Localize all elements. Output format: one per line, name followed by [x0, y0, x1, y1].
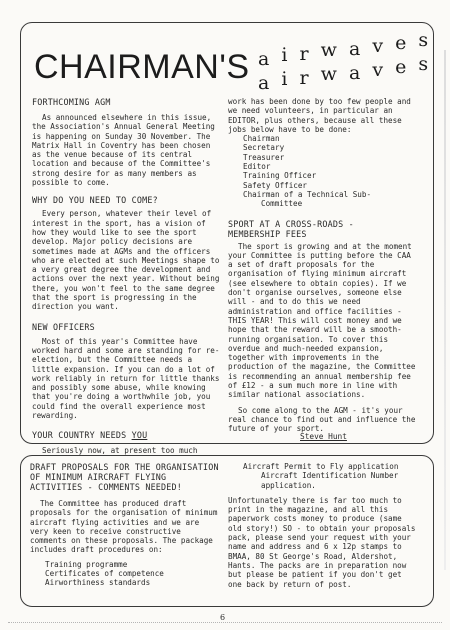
needs-heading — [32, 430, 220, 440]
fees-heading-line-1: SPORT AT A CROSS-ROADS - — [228, 218, 354, 229]
airwaves-letter: r — [299, 67, 312, 89]
list-item: Certificates of competence — [45, 569, 164, 579]
draft-body: The Committee has produced draft proposals for the organisation of minimum aircraft flying activities and we are very keen to receive constructive comments on these proposals. The package includes draft procedures on: — [30, 499, 218, 555]
officers-body: Most of this year's Committee have worked hard and some are standing for re-election, but the Committee needs a little expansion. If you can do a lot of work reliably in return for little thanks and possibly some abuse, while knowing that you're doing a worthwhile job, you could find the overall experience most rewarding. — [32, 336, 220, 421]
needs-heading-prefix: YOUR COUNTRY NEEDS — [32, 430, 132, 441]
agm-body: As announced elsewhere in this issue, the Association's Annual General Meeting is happening on Sunday 30 November. The Matrix Hall in Coventry has been chosen as the venue because of its central location and because of the Committee's strong desire for as many members as possible to come. — [32, 113, 215, 188]
list-item: Chairman — [243, 134, 280, 144]
airwaves-letter: i — [281, 44, 291, 66]
airwaves-letter: i — [281, 68, 291, 90]
airwaves-letter: r — [299, 43, 312, 65]
draft-left-column — [30, 462, 222, 588]
page-number: 6 — [220, 613, 226, 622]
airwaves-letter: e — [395, 32, 410, 54]
right-column — [228, 97, 418, 434]
draft-right-column — [228, 462, 420, 589]
list-item: Safety Officer — [243, 180, 308, 190]
airwaves-letter: a — [348, 38, 364, 60]
officers-heading: NEW OFFICERS — [32, 321, 95, 332]
closing-body: So come along to the AGM - it's your real chance to find out and influence the future of your sport. — [228, 405, 416, 434]
fees-heading-line-2: MEMBERSHIP FEES — [228, 228, 307, 239]
page-edge-line — [8, 622, 442, 623]
airwaves-letter: a — [258, 48, 273, 70]
list-item: Training programme — [45, 559, 128, 569]
airwaves-wordmark-bottom — [258, 53, 432, 94]
airwaves-letter: v — [372, 35, 387, 57]
airwaves-letter: a — [348, 62, 364, 84]
list-item: Secretary — [243, 143, 285, 153]
airwaves-letter: w — [320, 63, 340, 85]
airwaves-letter: w — [320, 39, 340, 61]
fees-body: The sport is growing and at the moment your Committee is putting before the CAA a set of draft proposals for the organisation of flying minimum aircraft (see elsewhere to obtain copies). If we don't organise ourselves, someone else will - and to do this we need administration and office facilities - THIS YEAR! This will cost money and we hope that the reward will be a smooth-running organisation. To cover this overdue and much-needed expansion, together with improvements in the production of the magazine, the Committee is recommending an annual membership fee of £12 - a sum much more in line with similar national associations. — [228, 241, 416, 400]
agm-heading: FORTHCOMING AGM — [32, 97, 111, 107]
airwaves-wordmark-top — [258, 29, 432, 70]
draft-closing: Unfortunately there is far too much to print in the magazine, and all this paperwork costs money to produce (same old story!) SO - to obtain your proposals pack, please send your request with your name and address and 6 x 12p stamps to BMAA, 80 St George's Road, Aldershot, Hants. The packs are in preparation now but please be patient if you don't get one back by return of post. — [228, 495, 416, 589]
page-edge-shadow — [444, 50, 446, 570]
list-item: Training Officer — [243, 171, 317, 181]
why-body: Every person, whatever their level of interest in the sport, has a vision of how they would like to see the sport develop. Major policy decisions are sometimes made at AGMs and the officers who are elected at such Meetings shape to a very great degree the development and actions over the next year. Without being there, you won't feel to the same degree that the sport is progressing in the direction you want. — [32, 209, 220, 312]
list-item: Chairman of a Technical Sub- — [243, 189, 372, 199]
list-item: Aircraft Identification Number application. — [261, 471, 399, 490]
list-item: Committee — [261, 199, 303, 209]
list-item: Editor — [243, 162, 271, 172]
draft-items-list-continued — [228, 462, 420, 490]
volunteers-body: work has been done by too few people and we need volunteers, in particular an EDITOR, plus others, because all these jobs below have to be done: — [228, 97, 411, 134]
list-item: Aircraft Permit to Fly application — [243, 462, 399, 471]
needs-heading-emph: YOU — [131, 430, 148, 441]
masthead-title: CHAIRMAN'S — [34, 48, 250, 86]
list-item: Treasurer — [243, 152, 285, 162]
airwaves-letter: a — [258, 72, 273, 94]
airwaves-letter: v — [372, 59, 387, 81]
list-item: Airworthiness standards — [45, 578, 151, 588]
left-column — [32, 97, 220, 456]
why-heading: WHY DO YOU NEED TO COME? — [32, 195, 158, 206]
airwaves-letter: e — [395, 56, 410, 78]
needs-body: Seriously now, at present too much — [42, 446, 198, 456]
jobs-list — [228, 134, 418, 208]
draft-items-list — [30, 560, 222, 588]
author-signature: Steve Hunt — [300, 432, 347, 441]
airwaves-letter: s — [418, 53, 432, 75]
draft-heading: DRAFT PROPOSALS FOR THE ORGANISATION OF MINIMUM AIRCRAFT FLYING ACTIVITIES - COMMENTS NEEDED! — [30, 462, 219, 492]
airwaves-letter: s — [418, 29, 432, 51]
